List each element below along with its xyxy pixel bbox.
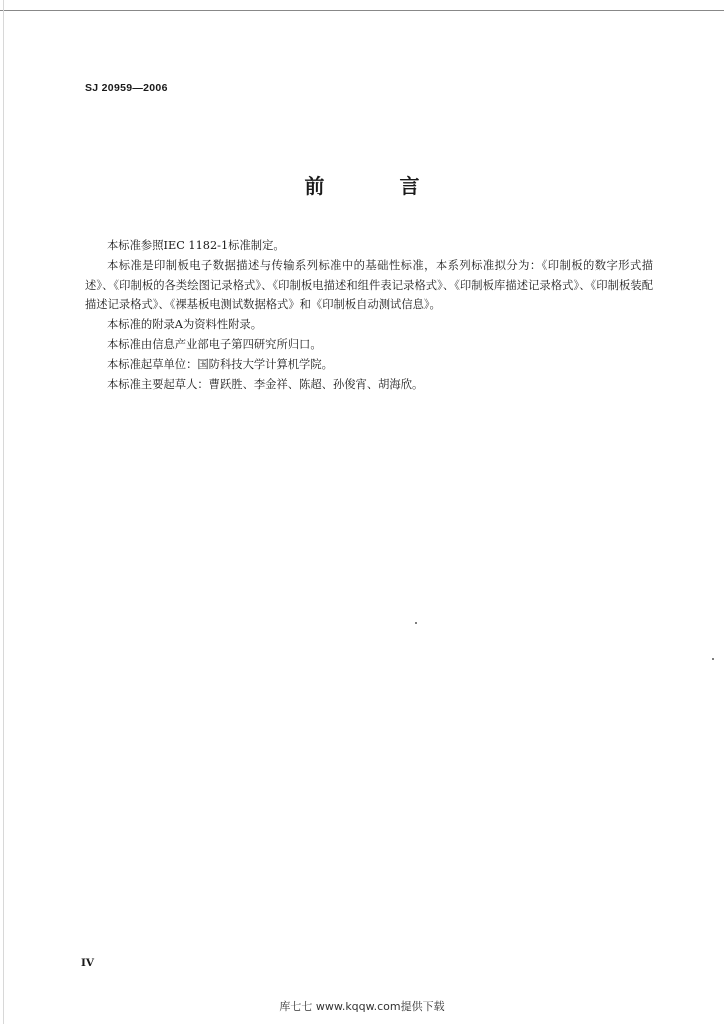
preface-title: 前 言 <box>304 174 454 198</box>
scan-speck <box>415 622 417 624</box>
preface-body <box>85 236 653 394</box>
paragraph-drafters: 本标准主要起草人：曹跃胜、李金祥、陈超、孙俊宵、胡海欣。 <box>107 377 424 391</box>
standard-number: SJ 20959—2006 <box>85 82 168 94</box>
scan-speck <box>712 658 714 660</box>
paragraph-drafting-unit: 本标准起草单位：国防科技大学计算机学院。 <box>107 357 333 371</box>
top-border-line <box>0 10 724 11</box>
download-watermark: 库七七 www.kqqw.com提供下载 <box>279 1000 445 1013</box>
scan-edge-line <box>3 0 4 1024</box>
paragraph-series-description: 本标准是印制板电子数据描述与传输系列标准中的基础性标准，本系列标准拟分为：《印制板的数字形式描述》、《印制板的各类绘图记录格式》、《印制板电描述和组件表记录格式》、《印制板库描述记录格式》、《印制板装配描述记录格式》、《裸基板电测试数据格式》和《印制板自动测试信息》。 <box>85 258 653 312</box>
page-number: IV <box>81 957 95 969</box>
paragraph-reference-standard: 本标准参照IEC 1182-1标准制定。 <box>107 239 285 252</box>
paragraph-responsible-unit: 本标准由信息产业部电子第四研究所归口。 <box>107 337 322 351</box>
paragraph-appendix: 本标准的附录A为资料性附录。 <box>107 318 263 332</box>
